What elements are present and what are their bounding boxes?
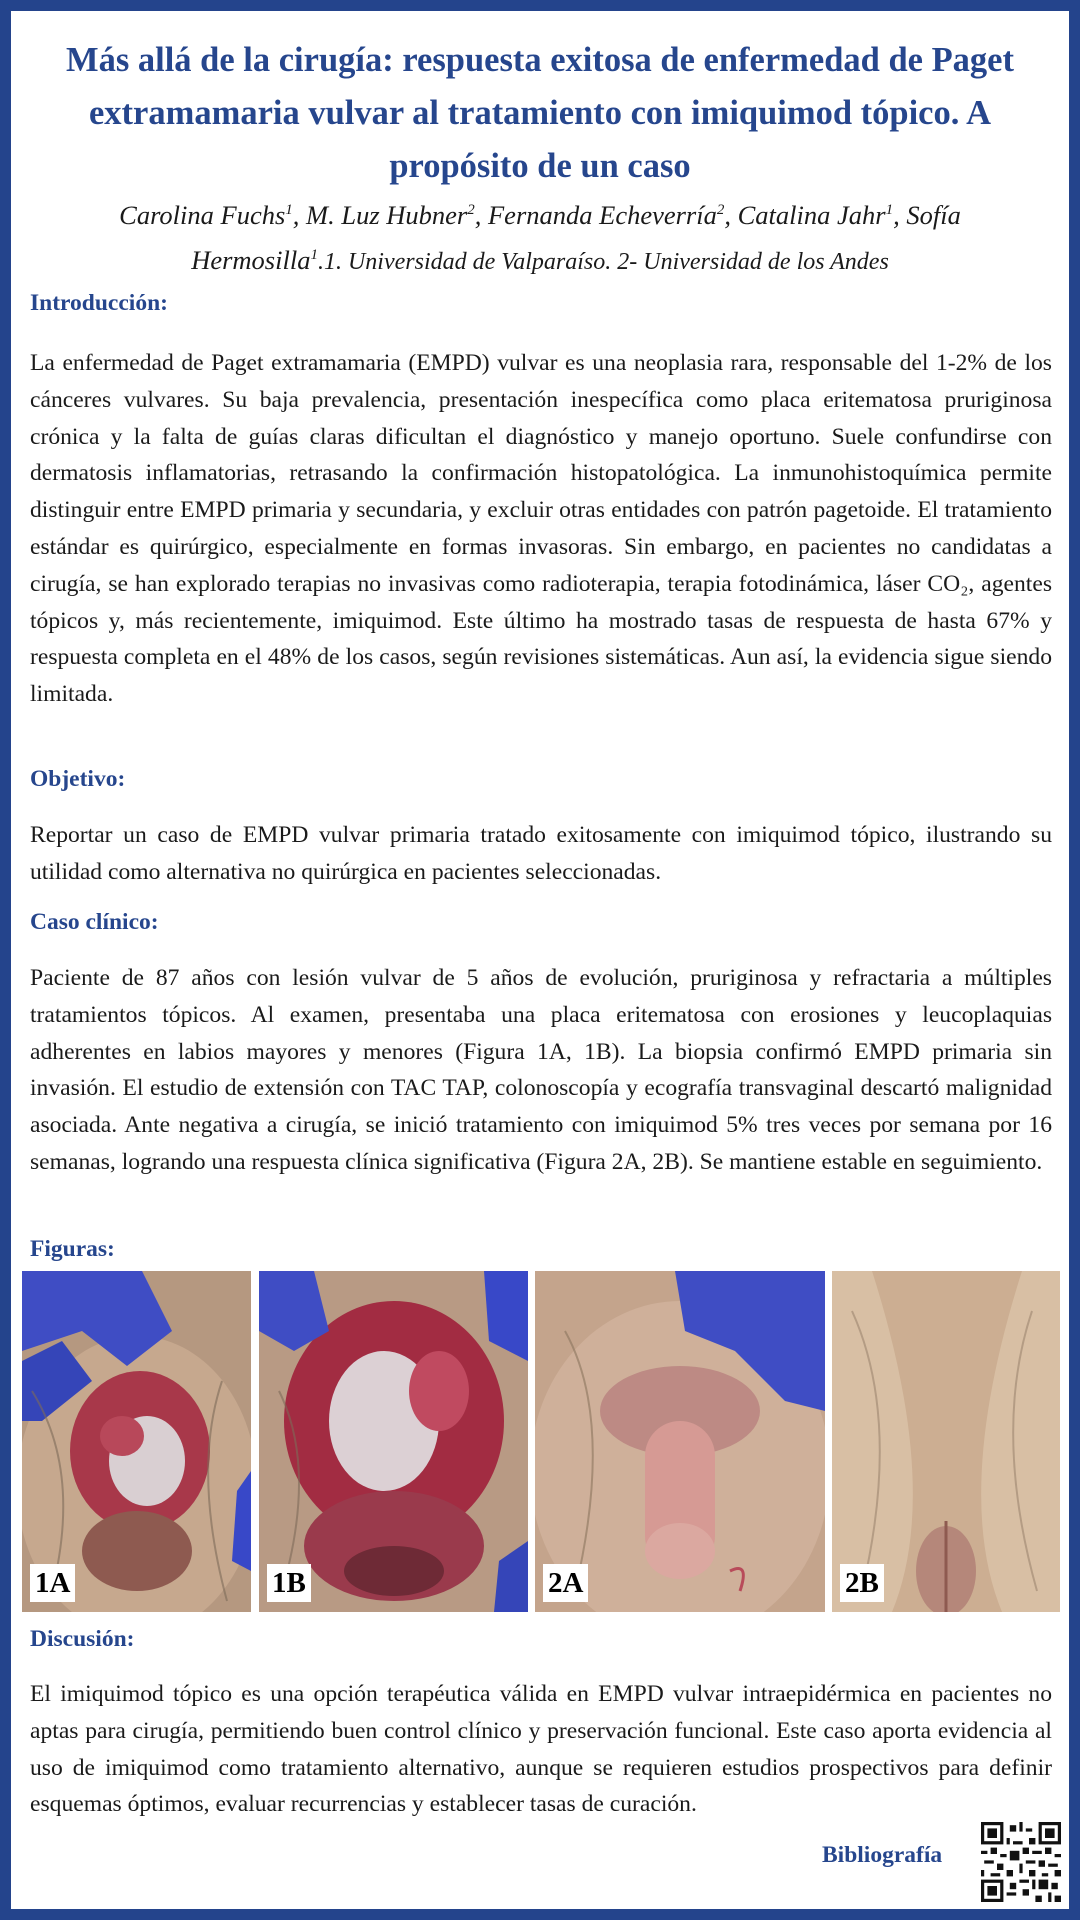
bibliography-link[interactable]: Bibliografía xyxy=(822,1842,943,1868)
objective-paragraph: Reportar un caso de EMPD vulvar primaria tratado exitosamente con imiquimod tópico, ilustrando su utilidad como alternativa no quirúrgica en pacientes seleccionadas. xyxy=(30,822,1052,885)
case-paragraph: Paciente de 87 años con lesión vulvar de 5 años de evolución, pruriginosa y refractaria a múltiples tratamientos tópicos. Al examen, presentaba una placa eritematosa con erosiones y leucoplaquias adherentes en labios mayores y menores (Figura 1A, 1B). La biopsia confirmó EMPD primaria sin invasión. El estudio de extensión con TAC TAP, colonoscopía y ecografía transvaginal descartó malignidad asociada. Ante negativa a cirugía, se inició tratamiento con imiquimod 5% tres veces por semana por 16 semanas, logrando una respuesta clínica significativa (Figura 2A, 2B). Se mantiene estable en seguimiento. xyxy=(30,965,1052,1175)
affiliation-mark: 2 xyxy=(716,202,725,218)
figure-label: 2A xyxy=(543,1564,588,1602)
author-name: Carolina Fuchs xyxy=(119,199,286,230)
figure-2a xyxy=(535,1271,825,1612)
figure-label: 1B xyxy=(267,1564,311,1602)
clinical-photo-2b xyxy=(832,1271,1060,1612)
qr-code-icon[interactable] xyxy=(981,1822,1061,1902)
section-heading-case: Caso clínico: xyxy=(30,909,159,935)
clinical-photo-1b xyxy=(259,1271,528,1612)
section-heading-discussion: Discusión: xyxy=(30,1626,135,1652)
affiliations: .1. Universidad de Valparaíso. 2- Universidad de los Andes xyxy=(317,248,889,275)
figure-label: 1A xyxy=(30,1564,75,1602)
section-heading-objective: Objetivo: xyxy=(30,766,126,792)
section-heading-intro: Introducción: xyxy=(30,290,168,316)
affiliation-mark: 2 xyxy=(467,202,475,218)
figure-1a xyxy=(22,1271,251,1612)
author-name: , Fernanda Echeverría xyxy=(474,199,717,230)
author-name: , Sofía Hermosilla xyxy=(191,199,961,275)
clinical-photo-1a xyxy=(22,1271,251,1612)
affiliation-mark: 1 xyxy=(285,202,293,218)
author-name: , M. Luz Hubner xyxy=(292,199,468,230)
figure-label: 2B xyxy=(840,1564,884,1602)
section-heading-figures: Figuras: xyxy=(30,1236,115,1262)
affiliation-mark: 1 xyxy=(310,246,318,263)
poster-title: Más allá de la cirugía: respuesta exitosa de enfermedad de Paget extramamaria vulvar al tratamiento con imiquimod tópico. A propósito de un caso xyxy=(66,41,1014,185)
clinical-photo-2a xyxy=(535,1271,825,1612)
figure-1b xyxy=(259,1271,528,1612)
intro-paragraph: La enfermedad de Paget extramamaria (EMPD) vulvar es una neoplasia rara, responsable del 1-2% de los cánceres vulvares. Su baja prevalencia, presentación inespecífica como placa eritematosa pruriginosa crónica y la falta de guías claras dificultan el diagnóstico y manejo oportuno. Suele confundirse con dermatosis inflamatorias, retrasando la confirmación histopatológica. La inmunohistoquímica permite distinguir entre EMPD primaria y secundaria, y excluir otras entidades con patrón pagetoide. El tratamiento estándar es quirúrgico, especialmente en formas invasoras. Sin embargo, en pacientes no candidatas a cirugía, se han explorado terapias no invasivas como radioterapia, terapia fotodinámica, láser CO₂, agentes tópicos y, más recientemente, imiquimod. Este último ha mostrado tasas de respuesta de hasta 67% y respuesta completa en el 48% de los casos, según revisiones sistemáticas. Aun así, la evidencia sigue siendo limitada. xyxy=(30,350,1052,708)
affiliation-mark: 1 xyxy=(885,202,894,218)
figure-2b xyxy=(832,1271,1060,1612)
author-name: , Catalina Jahr xyxy=(724,199,886,230)
author-list xyxy=(50,190,1030,282)
discussion-paragraph: El imiquimod tópico es una opción terapéutica válida en EMPD vulvar intraepidérmica en pacientes no aptas para cirugía, permitiendo buen control clínico y preservación funcional. Este caso aporta evidencia al uso de imiquimod como tratamiento alternativo, aunque se requieren estudios prospectivos para definir esquemas óptimos, evaluar recurrencias y establecer tasas de curación. xyxy=(30,1681,1052,1818)
